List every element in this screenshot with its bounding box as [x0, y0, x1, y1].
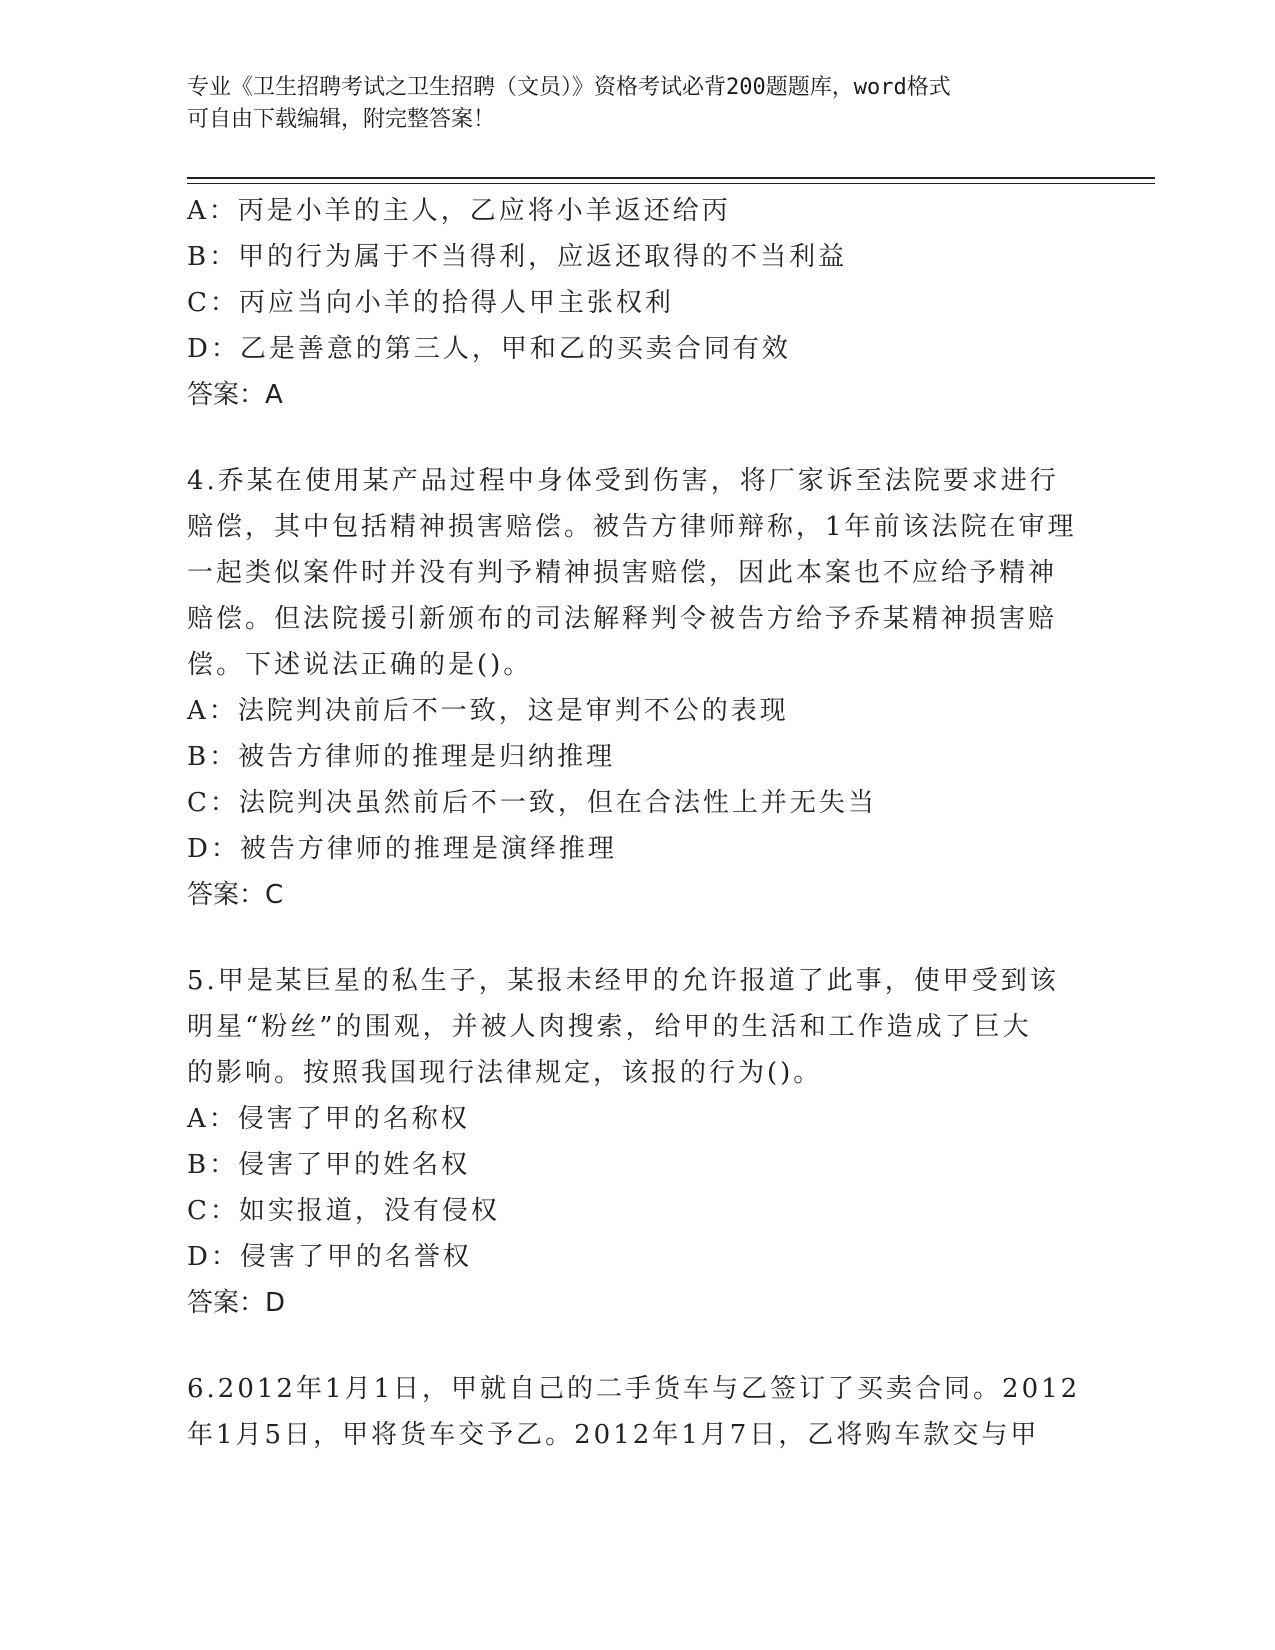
option-b: B：侵害了甲的姓名权: [187, 1150, 471, 1180]
option-b: B：被告方律师的推理是归纳推理: [187, 742, 616, 772]
answer-line: 答案：D: [187, 1288, 286, 1318]
question-stem-line: 偿。下述说法正确的是()。: [187, 650, 533, 680]
option-a: A：侵害了甲的名称权: [187, 1104, 470, 1134]
header-divider-thin: [187, 183, 1155, 184]
header-line-1: 专业《卫生招聘考试之卫生招聘（文员）》资格考试必背200题题库，word格式: [187, 75, 951, 100]
question-3-tail: [187, 188, 1087, 418]
question-stem-line: 5.甲是某巨星的私生子，某报未经甲的允许报道了此事，使甲受到该: [187, 966, 1059, 996]
question-5: [187, 958, 1087, 1326]
option-d: D：乙是善意的第三人，甲和乙的买卖合同有效: [187, 334, 791, 364]
question-stem-line: 6.2012年1月1日，甲就自己的二手货车与乙签订了买卖合同。2012: [187, 1374, 1081, 1404]
question-stem-line: 年1月5日，甲将货车交予乙。2012年1月7日，乙将购车款交与甲: [187, 1420, 1040, 1450]
question-stem-line: 赔偿。但法院援引新颁布的司法解释判令被告方给予乔某精神损害赔: [187, 604, 1058, 634]
question-4: [187, 458, 1087, 918]
header-divider-thick: [187, 177, 1155, 179]
answer-line: 答案：A: [187, 380, 283, 410]
option-b: B：甲的行为属于不当得利，应返还取得的不当利益: [187, 242, 848, 272]
option-d: D：被告方律师的推理是演绎推理: [187, 834, 617, 864]
question-stem-line: 的影响。按照我国现行法律规定，该报的行为()。: [187, 1058, 823, 1088]
option-d: D：侵害了甲的名誉权: [187, 1242, 472, 1272]
option-c: C：如实报道，没有侵权: [187, 1196, 500, 1226]
question-list: [187, 188, 1087, 1458]
header-line-2: 可自由下载编辑，附完整答案！: [187, 107, 496, 132]
question-stem-line: 一起类似案件时并没有判予精神损害赔偿，因此本案也不应给予精神: [187, 558, 1058, 588]
question-stem-line: 4.乔某在使用某产品过程中身体受到伤害，将厂家诉至法院要求进行: [187, 466, 1059, 496]
question-stem-line: 赔偿，其中包括精神损害赔偿。被告方律师辩称，1年前该法院在审理: [187, 512, 1077, 542]
option-c: C：丙应当向小羊的拾得人甲主张权利: [187, 288, 674, 318]
option-c: C：法院判决虽然前后不一致，但在合法性上并无失当: [187, 788, 877, 818]
question-stem-line: 明星“粉丝”的围观，并被人肉搜索，给甲的生活和工作造成了巨大: [187, 1012, 1032, 1042]
option-a: A：丙是小羊的主人，乙应将小羊返还给丙: [187, 196, 731, 226]
answer-line: 答案：C: [187, 880, 284, 910]
option-a: A：法院判决前后不一致，这是审判不公的表现: [187, 696, 789, 726]
question-6: [187, 1366, 1087, 1458]
document-header: [187, 72, 1067, 136]
